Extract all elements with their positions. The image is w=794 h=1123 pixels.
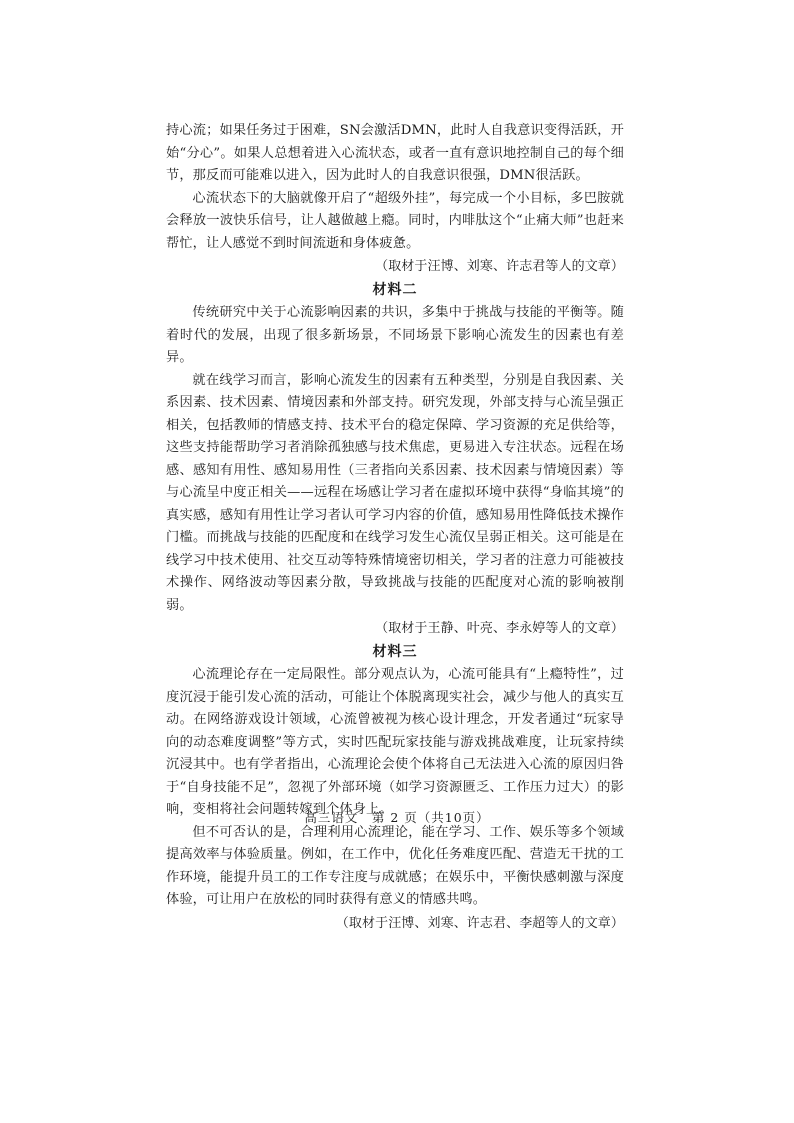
material-three-heading: 材料三: [372, 644, 418, 660]
section2-paragraph-1: 传统研究中关于心流影响因素的共识，多集中于挑战与技能的平衡等。随着时代的发展，出现了很多新场景，不同场景下影响心流发生的因素也有差异。: [166, 305, 624, 365]
section1-paragraph-1: 持心流；如果任务过于困难，SN会激活DMN，此时人自我意识变得活跃，开始“分心”。如果人总想着进入心流状态，或者一直有意识地控制自己的每个细节，那反而可能难以进入，因为此时人的自我意识很强，DMN很活跃。: [166, 123, 624, 183]
section2-source: （取材于王静、叶亮、李永婷等人的文章）: [375, 621, 624, 636]
page-footer: 高三语文 第 2 页（共10页）: [304, 810, 490, 825]
section2-paragraph-2: 就在线学习而言，影响心流发生的因素有五种类型，分别是自我因素、关系因素、技术因素、情境因素和外部支持。研究发现，外部支持与心流呈强正相关，包括教师的情感支持、技术平台的稳定保障、学习资源的充足供给等，这些支持能帮助学习者消除孤独感与技术焦虑，更易进入专注状态。远程在场感、感知有用性、感知易用性（三者指向关系因素、技术因素与情境因素）等与心流呈中度正相关——远程在场感让学习者在虚拟环境中获得“身临其境”的真实感，感知有用性让学习者认可学习内容的价值，感知易用性降低技术操作门槛。而挑战与技能的匹配度和在线学习发生心流仅呈弱正相关。这可能是在线学习中技术使用、社交互动等特殊情境密切相关，学习者的注意力可能被技术操作、网络波动等因素分散，导致挑战与技能的匹配度对心流的影响被削弱。: [166, 372, 624, 613]
section3-source: （取材于汪博、刘寒、许志君、李超等人的文章）: [335, 915, 624, 931]
section1-source: （取材于汪博、刘寒、许志君等人的文章）: [375, 259, 624, 274]
section3-paragraph-2: 但不可否认的是，合理利用心流理论，能在学习、工作、娱乐等多个领域提高效率与体验质量。例如，在工作中，优化任务难度匹配、营造无干扰的工作环境，能提升员工的工作专注度与成就感；在娱乐中，平衡快感刺激与深度体验，可让用户在放松的同时获得有意义的情感共鸣。: [166, 824, 624, 907]
section1-paragraph-2: 心流状态下的大脑就像开启了“超级外挂”，每完成一个小目标，多巴胺就会释放一波快乐信号，让人越做越上瘾。同时，内啡肽这个“止痛大师”也赶来帮忙，让人感觉不到时间流逝和身体疲惫。: [166, 190, 624, 251]
material-two-heading: 材料二: [372, 282, 418, 298]
section3-paragraph-1: 心流理论存在一定局限性。部分观点认为，心流可能具有“上瘾特性”，过度沉浸于能引发心流的活动，可能让个体脱离现实社会，减少与他人的真实互动。在网络游戏设计领域，心流曾被视为核心设计理念，开发者通过“玩家导向的动态难度调整”等方式，实时匹配玩家技能与游戏挑战难度，让玩家持续沉浸其中。也有学者指出，心流理论会使个体将自己无法进入心流的原因归咎于“自身技能不足”，忽视了外部环境（如学习资源匮乏、工作压力过大）的影响，变相将社会问题转嫁到个体身上。: [166, 667, 624, 817]
